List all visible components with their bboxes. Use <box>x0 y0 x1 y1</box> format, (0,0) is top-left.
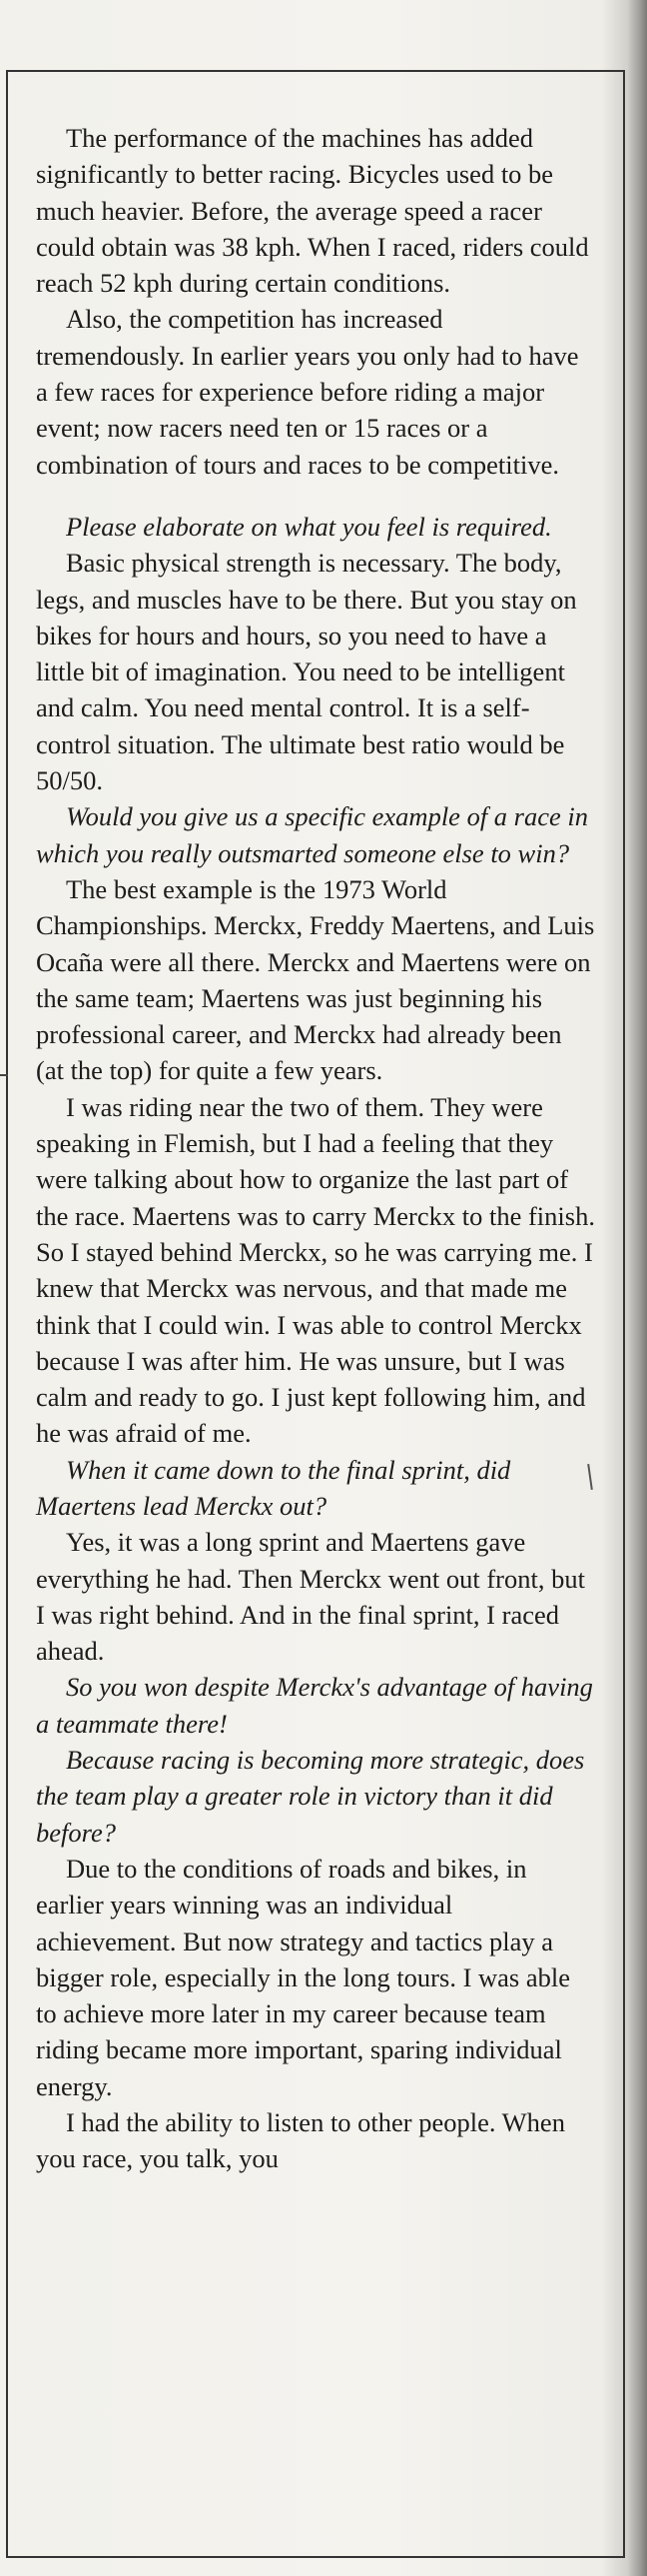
margin-tick-mark <box>0 1074 8 1076</box>
answer-paragraph: The performance of the machines has added significantly to better racing. Bicycles used to be much heavier. Before, the average speed a racer could obtain was 38 kph. When I raced, riders could reach 52 kph during certain conditions. <box>36 123 589 299</box>
answer-paragraph: I had the ability to listen to other people. When you race, you talk, you <box>36 2107 565 2174</box>
question-paragraph: So you won despite Merckx's advantage of having a teammate there! <box>36 1672 593 1739</box>
answer-paragraph: I was riding near the two of them. They were speaking in Flemish, but I had a feeling that they were talking about how to organize the last part of the race. Maertens was to carry Merckx to the finish. So I stayed behind Merckx, so he was carrying me. I knew that Merckx was nervous, and that made me think that I could win. I was able to control Merckx because I was after him. He was unsure, but I was calm and ready to go. I just kept following him, and he was afraid of me. <box>36 1091 595 1449</box>
answer-paragraph: Yes, it was a long sprint and Maertens gave everything he had. Then Merckx went out front, but I was right behind. And in the final sprint, I raced ahead. <box>36 1527 585 1667</box>
answer-paragraph: Due to the conditions of roads and bikes, in earlier years winning was an individual achievement. But now strategy and tactics play a bigger role, especially in the long tours. I was able to achieve more later in my career because team riding became more important, sparing individual energy. <box>36 1853 570 2101</box>
answer-paragraph: Basic physical strength is necessary. The body, legs, and muscles have to be there. But you stay on bikes for hours and hours, so you need to have a little bit of imagination. You need to be intelligent and calm. You need mental control. It is a self-control situation. The ultimate best ratio would be 50/50. <box>36 548 577 796</box>
answer-paragraph: Also, the competition has increased tremendously. In earlier years you only had to have a few races for experience before riding a major event; now racers need ten or 15 races or a combination of tours and races to be competitive. <box>36 304 579 480</box>
page-edge-shadow <box>627 0 647 2576</box>
interview-article <box>36 120 595 2177</box>
answer-paragraph: The best example is the 1973 World Championships. Merckx, Freddy Maertens, and Luis Ocaña were all there. Merckx and Maertens were on the same team; Maertens was just beginning his professional career, and Merckx had already been (at the top) for quite a few years. <box>36 873 595 1086</box>
question-paragraph: When it came down to the final sprint, did Maertens lead Merckx out? <box>36 1454 511 1521</box>
question-paragraph: Would you give us a specific example of a race in which you really outsmarted someone else to win? <box>36 801 588 868</box>
question-paragraph: Because racing is becoming more strategic, does the team play a greater role in victory than it did before? <box>36 1745 585 1848</box>
question-paragraph: Please elaborate on what you feel is required. <box>66 511 552 542</box>
